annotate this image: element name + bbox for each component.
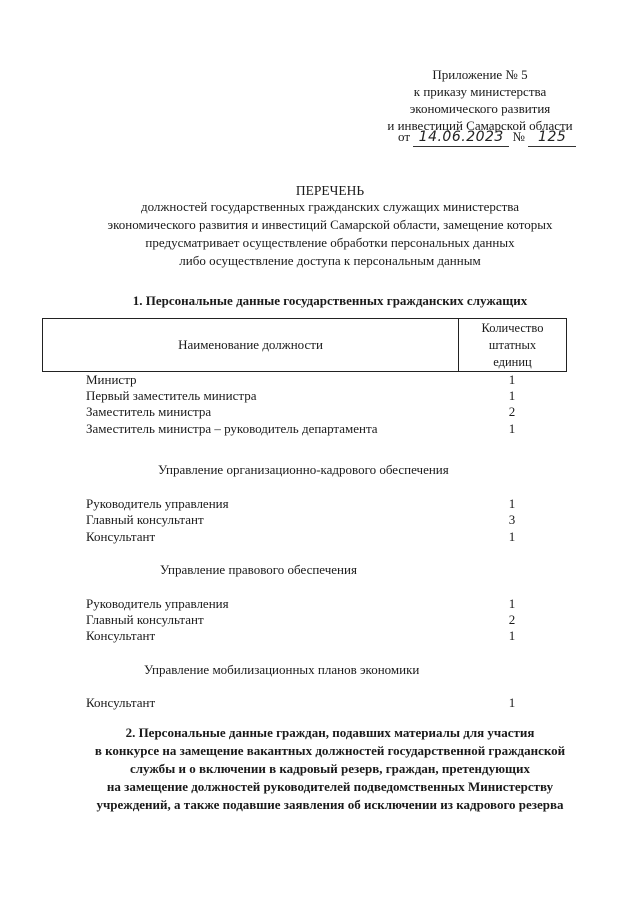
date-underline xyxy=(413,128,509,147)
table-row-count: 2 xyxy=(508,404,516,419)
from-label: от xyxy=(398,129,411,144)
section2-line: на замещение должностей руководителей подведомственных Министерству xyxy=(106,779,554,794)
header-count-cell xyxy=(459,319,566,372)
table-row-name: Консультант xyxy=(86,628,156,643)
table-row-name: Руководитель управления xyxy=(86,496,229,511)
subtitle-line: экономического развития и инвестиций Самарской области, замещение которых xyxy=(107,217,553,232)
table-row-count: 1 xyxy=(508,372,516,387)
section2-line: службы и о включении в кадровый резерв, граждан, претендующих xyxy=(129,761,531,776)
annex-line-region: и инвестиций Самарской области xyxy=(387,118,573,133)
section2-line: в конкурсе на замещение вакантных должностей государственной гражданской xyxy=(94,743,566,758)
subtitle-line: либо осуществление доступа к персональным данным xyxy=(179,253,481,268)
annex-title: Приложение № 5 xyxy=(432,67,528,82)
table-row-count: 3 xyxy=(508,512,516,527)
table-row-count: 1 xyxy=(508,529,516,544)
document-title: ПЕРЕЧЕНЬ xyxy=(295,183,365,198)
table-row-count: 1 xyxy=(508,388,516,403)
table-row-name: Консультант xyxy=(86,529,156,544)
table-row-count: 1 xyxy=(508,421,516,436)
table-row-name: Консультант xyxy=(86,695,156,710)
handwritten-number: 125 xyxy=(538,129,567,145)
table-row-name: Заместитель министра – руководитель департамента xyxy=(86,421,378,436)
annex-date-number xyxy=(398,128,576,147)
table-row-name: Заместитель министра xyxy=(86,404,212,419)
number-label: № xyxy=(512,129,525,144)
table-header xyxy=(42,318,567,372)
table-row-name: Руководитель управления xyxy=(86,596,229,611)
table-row-name: Главный консультант xyxy=(86,512,204,527)
header-position-label: Наименование должности xyxy=(178,337,323,352)
department-title: Управление правового обеспечения xyxy=(160,562,357,577)
section2-heading xyxy=(40,724,620,814)
handwritten-date: 14.06.2023 xyxy=(418,129,504,145)
annex-line-ministry: экономического развития xyxy=(409,101,551,116)
header-count-line: штатных xyxy=(488,338,537,352)
subtitle-line: предусматривает осуществление обработки персональных данных xyxy=(145,235,515,250)
section1-heading: 1. Персональные данные государственных гражданских служащих xyxy=(132,293,528,308)
number-underline xyxy=(528,128,576,147)
annex-line-order: к приказу министерства xyxy=(413,84,547,99)
table-row-count: 1 xyxy=(508,628,516,643)
table-row-count: 2 xyxy=(508,612,516,627)
header-count-line: единиц xyxy=(493,355,532,369)
table-row-name: Министр xyxy=(86,372,137,387)
subtitle-line: должностей государственных гражданских служащих министерства xyxy=(140,199,520,214)
department-title: Управление организационно-кадрового обеспечения xyxy=(158,462,449,477)
header-count-line: Количество xyxy=(481,321,544,335)
header-position-cell xyxy=(43,319,459,371)
table-row-count: 1 xyxy=(508,596,516,611)
department-title: Управление мобилизационных планов экономики xyxy=(144,662,420,677)
document-subtitle xyxy=(40,198,620,270)
annex-block xyxy=(360,66,600,134)
section2-line: 2. Персональные данные граждан, подавших материалы для участия xyxy=(125,725,535,740)
table-row-name: Первый заместитель министра xyxy=(86,388,257,403)
table-row-count: 1 xyxy=(508,496,516,511)
table-row-count: 1 xyxy=(508,695,516,710)
table-row-name: Главный консультант xyxy=(86,612,204,627)
section2-line: учреждений, а также подавшие заявления об исключении из кадрового резерва xyxy=(96,797,564,812)
